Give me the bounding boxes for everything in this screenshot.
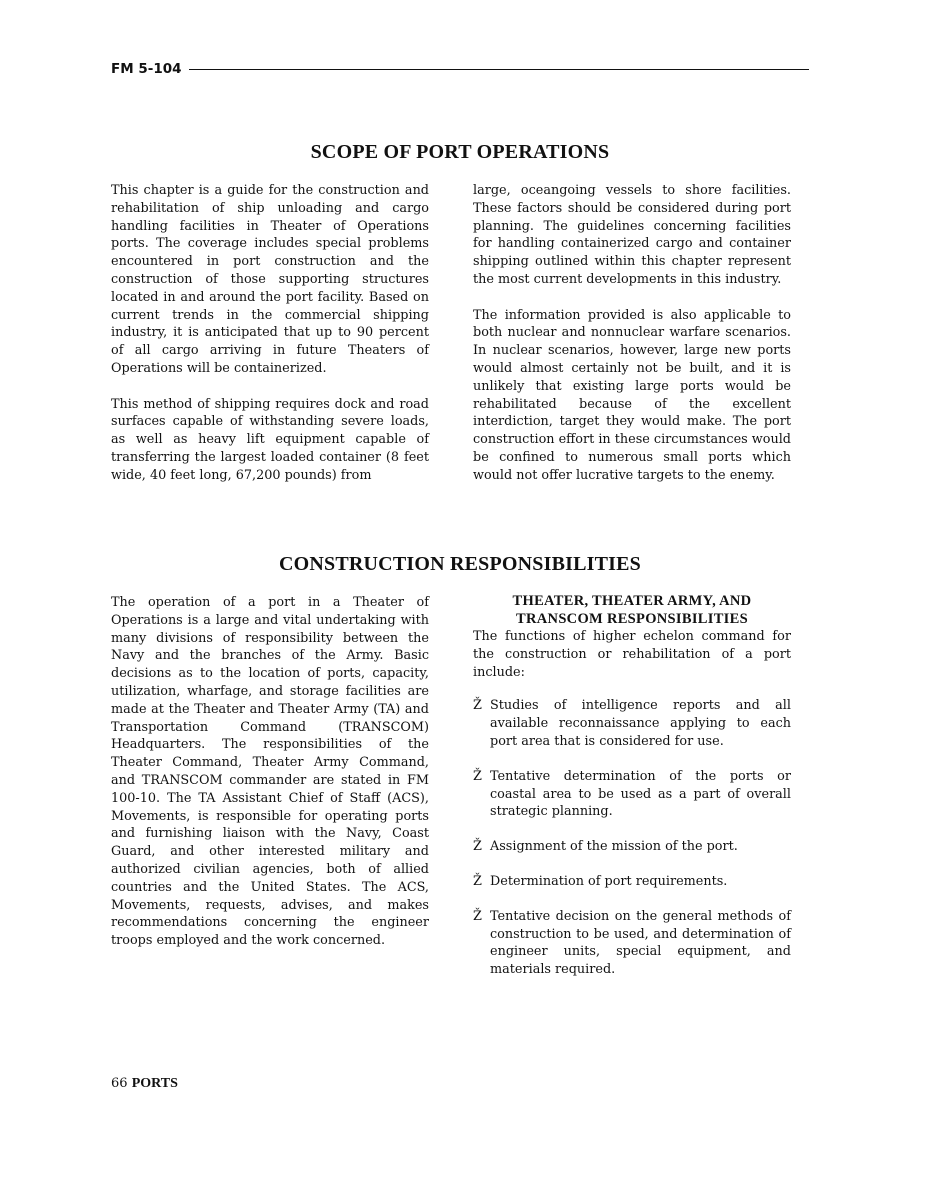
responsibilities-right-column — [473, 593, 791, 996]
section-title-scope: SCOPE OF PORT OPERATIONS — [310, 141, 610, 163]
bullet-mark: Ž — [473, 698, 482, 714]
list-item-text: Determination of port requirements. — [490, 873, 728, 889]
page-footer — [111, 1076, 178, 1092]
page-number: 66 — [111, 1076, 128, 1091]
paragraph: The operation of a port in a Theater of Operations is a large and vital undertaking with many divisions of responsibility between the Navy and the branches of the Army. Basic decisions as to the location of ports, capacity, utilization, wharfage, and storage facilities are made at the Theater and Theater Army (TA) and Transportation Command (TRANSCOM) Headquarters. The responsibilities of the Theater Command, Theater Army Command, and TRANSCOM commander are stated in FM 100-10. The TA Assistant Chief of Staff (ACS), Movements, is responsible for operating ports and furnishing liaison with the Navy, Coast Guard, and other interested military and authorized civilian agencies, both of allied countries and the United States. The ACS, Movements, requests, advises, and makes recommendations concerning the engineer troops employed and the work concerned. — [111, 595, 429, 949]
list-item-text: Tentative determination of the ports or coastal area to be used as a part of overall strategic planning. — [490, 768, 791, 820]
list-item — [473, 908, 791, 979]
list-item — [473, 697, 791, 750]
bullet-mark: Ž — [473, 908, 482, 924]
section-title-responsibilities: CONSTRUCTION RESPONSIBILITIES — [278, 553, 642, 575]
paragraph: large, oceangoing vessels to shore facilities. These factors should be considered during port planning. The guidelines concerning facilities for handling containerized cargo and container shipping outlined within this chapter represent the most current developments in this industry. — [473, 183, 791, 287]
header-rule — [189, 69, 809, 70]
responsibility-list — [473, 697, 791, 979]
document-code: FM 5-104 — [111, 61, 182, 77]
bullet-mark: Ž — [473, 768, 482, 784]
footer-section-name: PORTS — [131, 1076, 178, 1091]
list-item — [473, 873, 791, 891]
list-item-text: Tentative decision on the general methods of construction to be used, and determination of engineer units, special equipment, and materials required. — [490, 908, 791, 978]
list-item — [473, 768, 791, 821]
responsibilities-left-column — [111, 594, 429, 950]
list-item-text: Assignment of the mission of the port. — [490, 839, 738, 855]
scope-left-column — [111, 182, 429, 485]
paragraph: The information provided is also applicable to both nuclear and nonnuclear warfare scenarios. In nuclear scenarios, however, large new ports would almost certainly not be built, and it is unlikely that existing large ports would be rehabilitated because of the excellent interdiction, target they would make. The port construction effort in these circumstances would be confined to numerous small ports which would not offer lucrative targets to the enemy. — [473, 307, 791, 483]
running-header — [111, 59, 809, 79]
paragraph: This chapter is a guide for the construction and rehabilitation of ship unloading and cargo handling facilities in Theater of Operations ports. The coverage includes special problems encountered in port construction and the construction of those supporting structures located in and around the port facility. Based on current trends in the commercial shipping industry, it is anticipated that up to 90 percent of all cargo arriving in future Theaters of Operations will be containerized. — [111, 183, 429, 376]
bullet-mark: Ž — [473, 839, 482, 855]
scope-right-column — [473, 182, 791, 485]
paragraph: This method of shipping requires dock and road surfaces capable of withstanding severe loads, as well as heavy lift equipment capable of transferring the largest loaded container (8 feet wide, 40 feet long, 67,200 pounds) from — [111, 396, 429, 483]
list-item-text: Studies of intelligence reports and all available reconnaissance applying to each port area that is considered for use. — [490, 698, 791, 749]
bullet-mark: Ž — [473, 873, 482, 889]
intro-paragraph: The functions of higher echelon command for the construction or rehabilitation of a port include: — [473, 629, 791, 680]
list-item — [473, 838, 791, 856]
subheading: THEATER, THEATER ARMY, AND TRANSCOM RESPONSIBILITIES — [512, 593, 752, 627]
